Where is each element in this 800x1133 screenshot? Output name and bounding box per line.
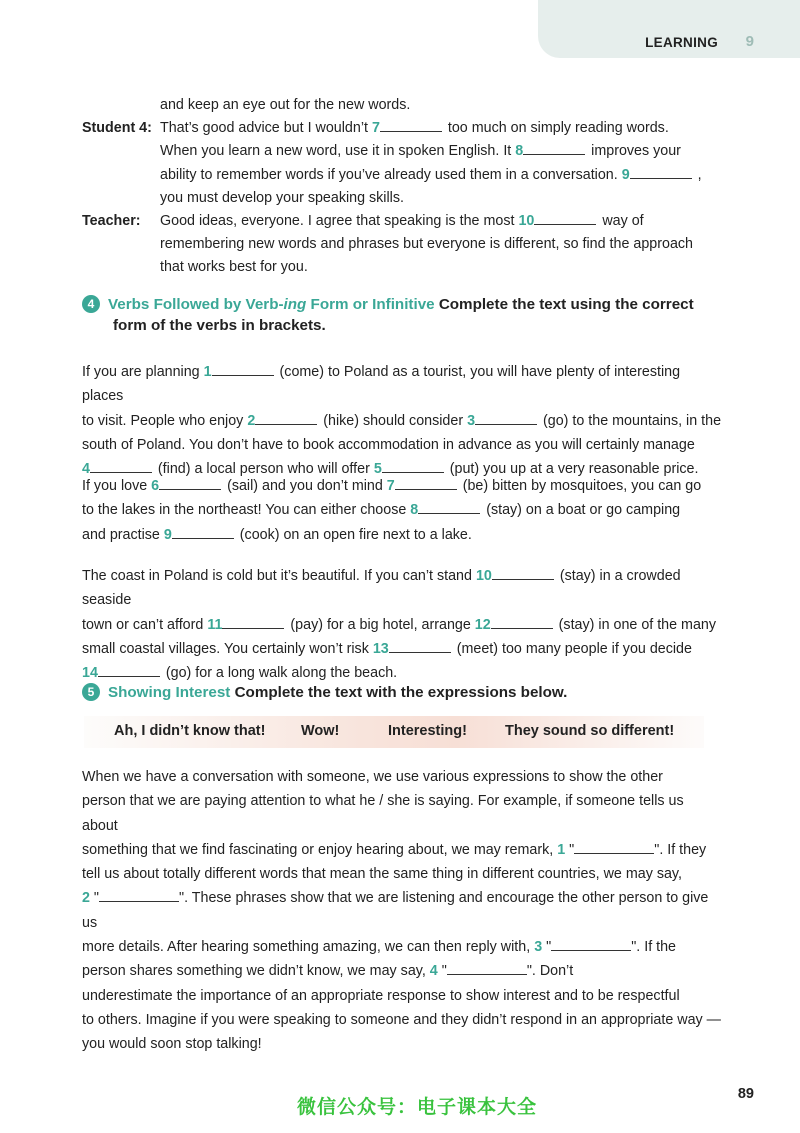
answer-blank[interactable] — [574, 840, 654, 854]
expression-item: Ah, I didn’t know that! — [114, 723, 266, 739]
page-number: 89 — [737, 1086, 754, 1102]
exercise-number-badge: 4 — [82, 295, 100, 313]
answer-blank[interactable] — [475, 411, 537, 425]
answer-blank[interactable] — [172, 525, 234, 539]
unit-number: 9 — [745, 33, 754, 50]
answer-blank[interactable] — [99, 888, 179, 902]
answer-blank[interactable] — [222, 615, 284, 629]
exercise-4-heading: 4 Verbs Followed by Verb-ing Form or Infinitive Complete the text using the correct form of the verbs in brackets. — [82, 295, 732, 336]
speaker-label: Student 4: — [82, 120, 152, 137]
header-tab — [538, 0, 800, 58]
answer-blank[interactable] — [395, 476, 457, 490]
expression-item: Wow! — [301, 723, 340, 739]
exercise-title: Verbs Followed by Verb-ing Form or Infinitive — [108, 296, 435, 313]
answer-blank[interactable] — [389, 639, 451, 653]
answer-blank[interactable] — [492, 566, 554, 580]
answer-blank[interactable] — [630, 165, 692, 179]
answer-blank[interactable] — [90, 459, 152, 473]
exercise-4-paragraph-1: If you are planning 1 (come) to Poland as a tourist, you will have plenty of interesting places to visit. People who enjoy 2 (hike) should consider 3 (go) to the mountains, in the south of Poland. You don’t have to book accommodation in advance as you will certainly manage 4 (find) a local person who will offer 5 (put) you up at a very reasonable price. — [82, 364, 722, 478]
exercise-instruction: Complete the text using the correct — [434, 296, 694, 313]
exercise-5-text: When we have a conversation with someone, we use various expressions to show the other person that we are paying attention to what he / she is saying. For example, if someone tells us about something that we find fascinating or enjoy hearing about, we may remark, 1 " ". If they tell us about totally different words that mean the same thing in different countries, we may say, 2 " ". These phrases show that we are listening and encourage the other person to give us more details. After hearing something amazing, we can then reply with, 3 " ". If the person shares something we didn’t know, we may say, 4 " ". Don’t underestimate the importance of an appropriate response to show interest and to be respectful to others. Imagine if you were speaking to someone and they didn’t respond in an appropriate way — you would soon stop talking! — [82, 769, 721, 1053]
exercise-4-paragraph-3: The coast in Poland is cold but it’s beautiful. If you can’t stand 10 (stay) in a crowded seaside town or can’t afford 11 (pay) for a big hotel, arrange 12 (stay) in one of the many small coastal villages. You certainly won’t risk 13 (meet) too many people if you decide 14 (go) for a long walk along the beach. — [82, 568, 717, 682]
answer-blank[interactable] — [534, 211, 596, 225]
answer-blank[interactable] — [255, 411, 317, 425]
answer-blank[interactable] — [98, 663, 160, 677]
section-title: LEARNING — [645, 35, 718, 50]
answer-blank[interactable] — [447, 961, 527, 975]
exercise-title: Showing Interest — [108, 684, 231, 701]
speaker-label: Teacher: — [82, 213, 141, 230]
answer-blank[interactable] — [380, 118, 442, 132]
footer-watermark: 微信公众号：电子课本大全 — [297, 1097, 538, 1118]
exercise-4-paragraph-2: If you love 6 (sail) and you don’t mind 7 (be) bitten by mosquitoes, you can go to the lakes in the northeast! You can either choose 8 (stay) on a boat or go camping and practise 9 (cook) on an open fire next to a lake. — [82, 478, 702, 543]
exercise-5-heading — [82, 683, 732, 704]
dialogue-line: and keep an eye out for the new words. — [160, 97, 411, 113]
exercise-number-badge: 5 — [82, 683, 100, 701]
teacher-turn: Teacher: Good ideas, everyone. I agree that speaking is the most 10 way of remembering new words and phrases but everyone is different, so find the approach that works best for you. — [82, 210, 722, 280]
answer-blank[interactable] — [551, 937, 631, 951]
expression-item: Interesting! — [388, 723, 467, 739]
answer-blank[interactable] — [159, 476, 221, 490]
dialogue — [82, 94, 722, 280]
answer-blank[interactable] — [491, 615, 553, 629]
student-4-turn: Student 4: That’s good advice but I wouldn’t 7 too much on simply reading words. When you learn a new word, use it in spoken English. It 8 improves your ability to remember words if you’ve already used them in a conversation. 9 , you must develop your speaking skills. — [82, 117, 722, 210]
answer-blank[interactable] — [212, 362, 274, 376]
answer-blank[interactable] — [418, 500, 480, 514]
expression-item: They sound so different! — [505, 723, 675, 739]
exercise-instruction: Complete the text with the expressions below. — [230, 684, 568, 701]
expression-box — [84, 716, 704, 748]
answer-blank[interactable] — [523, 141, 585, 155]
answer-blank[interactable] — [382, 459, 444, 473]
